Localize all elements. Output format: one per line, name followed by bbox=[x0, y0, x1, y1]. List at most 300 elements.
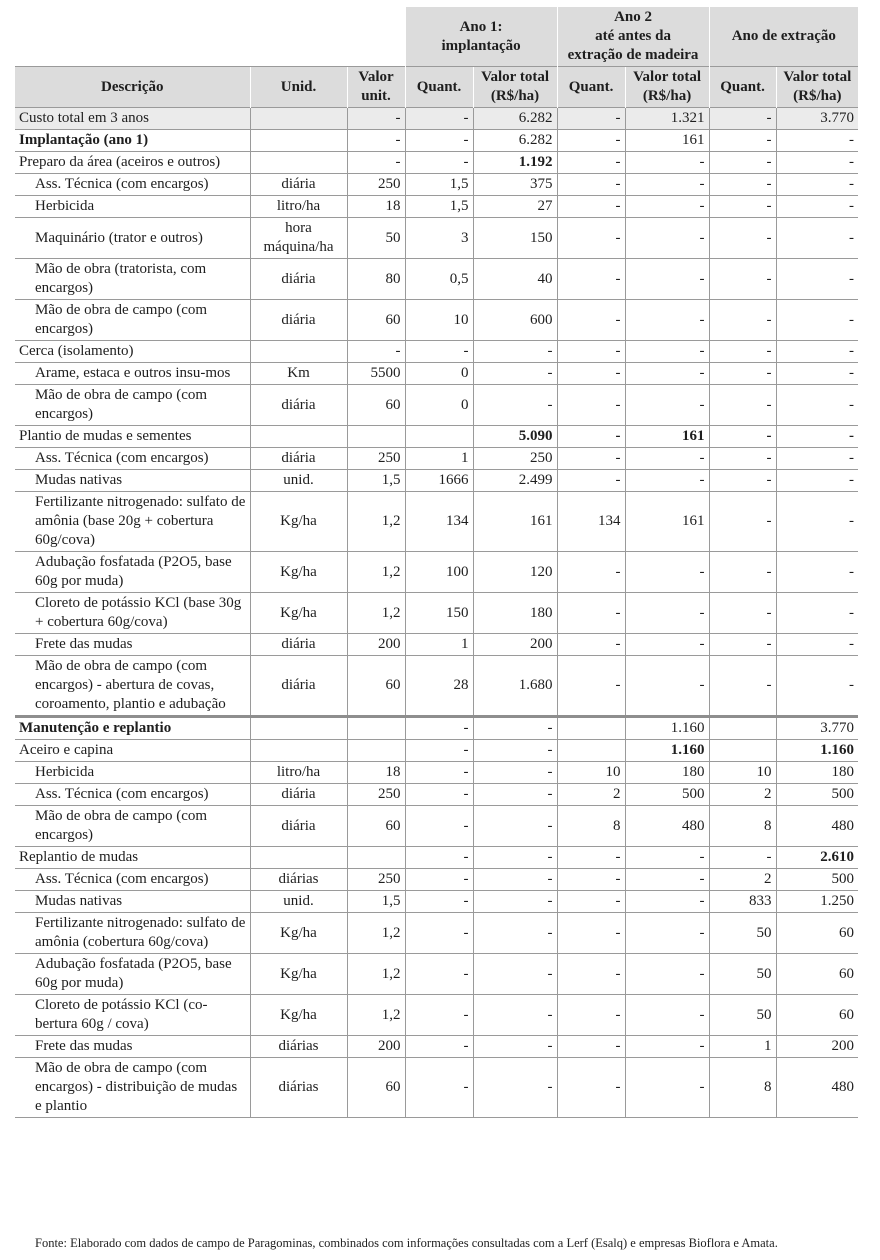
cell-valor-total-extracao: - bbox=[776, 552, 858, 593]
cell-quant-ano1: - bbox=[405, 762, 473, 784]
cell-valor-unit: 250 bbox=[347, 869, 405, 891]
cell-quant-ano1: - bbox=[405, 784, 473, 806]
cell-valor-unit: 18 bbox=[347, 762, 405, 784]
cell-quant-ano2: - bbox=[557, 152, 625, 174]
cell-valor-unit bbox=[347, 847, 405, 869]
cell-quant-ano2: 134 bbox=[557, 492, 625, 552]
cell-valor-total-ano2: 480 bbox=[625, 806, 709, 847]
cell-quant-extracao: - bbox=[709, 259, 776, 300]
cell-descricao: Mudas nativas bbox=[15, 470, 250, 492]
cell-valor-total-extracao: - bbox=[776, 492, 858, 552]
table-row bbox=[15, 492, 858, 552]
table-row bbox=[15, 218, 858, 259]
table-row bbox=[15, 717, 858, 740]
cell-quant-ano1 bbox=[405, 426, 473, 448]
cell-quant-ano2: - bbox=[557, 426, 625, 448]
cell-valor-total-ano1: 600 bbox=[473, 300, 557, 341]
cell-quant-ano2: 8 bbox=[557, 806, 625, 847]
cell-valor-total-extracao: - bbox=[776, 656, 858, 717]
cell-unid: diária bbox=[250, 806, 347, 847]
cell-valor-unit bbox=[347, 426, 405, 448]
cell-quant-extracao: - bbox=[709, 130, 776, 152]
cell-quant-ano1: 100 bbox=[405, 552, 473, 593]
cell-valor-total-extracao: - bbox=[776, 385, 858, 426]
table-row bbox=[15, 1058, 858, 1118]
col-valor-total-ano2-line2: (R$/ha) bbox=[642, 88, 692, 104]
cell-descricao: Mão de obra (tratorista, com encargos) bbox=[15, 259, 250, 300]
cell-valor-unit: - bbox=[347, 341, 405, 363]
table-row bbox=[15, 385, 858, 426]
cell-valor-total-ano1: - bbox=[473, 806, 557, 847]
cell-valor-unit: 50 bbox=[347, 218, 405, 259]
cell-quant-ano2: - bbox=[557, 363, 625, 385]
cell-quant-ano1: - bbox=[405, 806, 473, 847]
header-group-ano2-line3: extração de madeira bbox=[567, 47, 699, 63]
cell-valor-total-ano2: - bbox=[625, 300, 709, 341]
cell-valor-total-ano2: - bbox=[625, 656, 709, 717]
cell-quant-ano1: 28 bbox=[405, 656, 473, 717]
cell-quant-ano2 bbox=[557, 717, 625, 740]
cell-valor-total-ano2: - bbox=[625, 891, 709, 913]
cell-quant-ano2: - bbox=[557, 108, 625, 130]
cell-descricao: Ass. Técnica (com encargos) bbox=[15, 784, 250, 806]
cell-valor-total-extracao: - bbox=[776, 426, 858, 448]
cell-quant-ano1: - bbox=[405, 130, 473, 152]
table-row bbox=[15, 259, 858, 300]
cell-valor-total-ano2: - bbox=[625, 913, 709, 954]
cell-valor-total-extracao: - bbox=[776, 218, 858, 259]
cell-valor-unit: 200 bbox=[347, 634, 405, 656]
cell-valor-total-ano1: - bbox=[473, 1058, 557, 1118]
table-row bbox=[15, 762, 858, 784]
cell-valor-total-extracao: - bbox=[776, 363, 858, 385]
cell-quant-extracao: 50 bbox=[709, 913, 776, 954]
cell-valor-unit: 1,5 bbox=[347, 891, 405, 913]
col-quant-ano1: Quant. bbox=[405, 67, 473, 108]
col-valor-total-extracao-line2: (R$/ha) bbox=[793, 88, 842, 104]
cell-descricao: Fertilizante nitrogenado: sulfato de amônia (base 20g + cobertura 60g/cova) bbox=[15, 492, 250, 552]
cell-valor-unit: 60 bbox=[347, 300, 405, 341]
cell-quant-ano1: 1,5 bbox=[405, 174, 473, 196]
cell-valor-total-ano2: - bbox=[625, 385, 709, 426]
cell-valor-total-ano1: 5.090 bbox=[473, 426, 557, 448]
cell-quant-extracao: 1 bbox=[709, 1036, 776, 1058]
cell-valor-total-extracao: 1.250 bbox=[776, 891, 858, 913]
cell-quant-ano1: 0,5 bbox=[405, 259, 473, 300]
cell-valor-total-extracao: - bbox=[776, 300, 858, 341]
header-group-ano1-line2: implantação bbox=[441, 37, 521, 54]
cell-valor-unit: 250 bbox=[347, 448, 405, 470]
cell-valor-total-ano2: - bbox=[625, 470, 709, 492]
cell-quant-ano2: - bbox=[557, 196, 625, 218]
cell-valor-total-ano1: - bbox=[473, 740, 557, 762]
cell-valor-total-ano2: 500 bbox=[625, 784, 709, 806]
cell-valor-total-ano1: - bbox=[473, 869, 557, 891]
cell-valor-total-ano2: - bbox=[625, 954, 709, 995]
cell-quant-ano1: - bbox=[405, 891, 473, 913]
table-row bbox=[15, 196, 858, 218]
col-unid: Unid. bbox=[250, 67, 347, 108]
cell-valor-total-ano2: 1.160 bbox=[625, 717, 709, 740]
cell-quant-ano1: 0 bbox=[405, 385, 473, 426]
cell-valor-total-ano1: - bbox=[473, 1036, 557, 1058]
cell-valor-unit: 60 bbox=[347, 806, 405, 847]
table-row bbox=[15, 593, 858, 634]
cell-quant-extracao: 2 bbox=[709, 869, 776, 891]
table-row bbox=[15, 869, 858, 891]
cell-quant-ano1: - bbox=[405, 341, 473, 363]
cell-quant-ano2: - bbox=[557, 552, 625, 593]
header-group-row bbox=[15, 7, 858, 67]
cell-quant-extracao: - bbox=[709, 152, 776, 174]
cell-quant-ano1: - bbox=[405, 152, 473, 174]
cell-unid: diária bbox=[250, 385, 347, 426]
cell-quant-ano2: - bbox=[557, 1058, 625, 1118]
cell-valor-total-extracao: 500 bbox=[776, 869, 858, 891]
cell-valor-total-extracao: - bbox=[776, 341, 858, 363]
cell-valor-total-ano2: - bbox=[625, 995, 709, 1036]
cell-valor-total-ano1: - bbox=[473, 717, 557, 740]
cell-quant-ano2: - bbox=[557, 593, 625, 634]
cell-valor-total-ano1: 1.192 bbox=[473, 152, 557, 174]
cell-quant-ano1: - bbox=[405, 1036, 473, 1058]
cell-valor-total-extracao: 60 bbox=[776, 913, 858, 954]
cell-quant-ano1: 134 bbox=[405, 492, 473, 552]
cell-valor-unit: 1,2 bbox=[347, 552, 405, 593]
table-row bbox=[15, 108, 858, 130]
cell-quant-extracao: - bbox=[709, 552, 776, 593]
table-row bbox=[15, 740, 858, 762]
cell-descricao: Aceiro e capina bbox=[15, 740, 250, 762]
cell-valor-total-extracao: 180 bbox=[776, 762, 858, 784]
cell-quant-ano2: - bbox=[557, 995, 625, 1036]
cell-valor-unit: 60 bbox=[347, 1058, 405, 1118]
cell-quant-ano2: - bbox=[557, 656, 625, 717]
table-row bbox=[15, 552, 858, 593]
cell-unid: litro/ha bbox=[250, 762, 347, 784]
cell-valor-total-ano1: 2.499 bbox=[473, 470, 557, 492]
cell-valor-unit bbox=[347, 740, 405, 762]
cell-quant-extracao: 50 bbox=[709, 954, 776, 995]
header-column-row bbox=[15, 67, 858, 108]
col-valor-total-ano1-line1: Valor total bbox=[481, 69, 549, 85]
cell-quant-extracao: - bbox=[709, 847, 776, 869]
cell-descricao: Cloreto de potássio KCl (co-bertura 60g / cova) bbox=[15, 995, 250, 1036]
cell-quant-extracao: 2 bbox=[709, 784, 776, 806]
cell-quant-ano2: - bbox=[557, 218, 625, 259]
cell-quant-extracao: 10 bbox=[709, 762, 776, 784]
cell-quant-ano2: - bbox=[557, 341, 625, 363]
cell-valor-total-ano1: 40 bbox=[473, 259, 557, 300]
cell-valor-total-ano1: - bbox=[473, 913, 557, 954]
cell-quant-ano1: - bbox=[405, 108, 473, 130]
cell-quant-extracao: - bbox=[709, 300, 776, 341]
cell-quant-extracao: - bbox=[709, 656, 776, 717]
cell-descricao: Adubação fosfatada (P2O5, base 60g por muda) bbox=[15, 552, 250, 593]
cell-valor-unit: 5500 bbox=[347, 363, 405, 385]
cell-unid: unid. bbox=[250, 470, 347, 492]
cell-valor-total-ano2: - bbox=[625, 847, 709, 869]
cell-valor-total-extracao: - bbox=[776, 470, 858, 492]
table-body bbox=[15, 108, 858, 1118]
cell-descricao: Mão de obra de campo (com encargos) bbox=[15, 385, 250, 426]
cell-quant-extracao: - bbox=[709, 634, 776, 656]
cell-valor-unit bbox=[347, 717, 405, 740]
table-row bbox=[15, 847, 858, 869]
table-row bbox=[15, 363, 858, 385]
col-valor-total-extracao bbox=[776, 67, 858, 108]
cell-unid: Kg/ha bbox=[250, 593, 347, 634]
cell-unid: diária bbox=[250, 259, 347, 300]
cell-unid: unid. bbox=[250, 891, 347, 913]
cell-quant-ano1: - bbox=[405, 1058, 473, 1118]
cell-valor-total-extracao: 3.770 bbox=[776, 717, 858, 740]
col-valor-unit-line1: Valor bbox=[358, 69, 394, 85]
cell-valor-total-ano1: 200 bbox=[473, 634, 557, 656]
source-note: Fonte: Elaborado com dados de campo de Paragominas, combinados com informações consultadas com a Lerf (Esalq) e empresas Bioflora e Amata. bbox=[35, 1236, 778, 1250]
cell-quant-extracao: 8 bbox=[709, 1058, 776, 1118]
cell-valor-unit: 80 bbox=[347, 259, 405, 300]
cell-valor-unit: 60 bbox=[347, 385, 405, 426]
cell-valor-total-ano1: 375 bbox=[473, 174, 557, 196]
cell-valor-total-extracao: - bbox=[776, 448, 858, 470]
cell-quant-extracao bbox=[709, 717, 776, 740]
cell-valor-unit: 250 bbox=[347, 784, 405, 806]
cell-valor-total-extracao: - bbox=[776, 152, 858, 174]
cell-descricao: Implantação (ano 1) bbox=[15, 130, 250, 152]
cell-valor-unit: - bbox=[347, 152, 405, 174]
cell-valor-total-extracao: - bbox=[776, 174, 858, 196]
table-row bbox=[15, 954, 858, 995]
cell-descricao: Cloreto de potássio KCl (base 30g + cobertura 60g/cova) bbox=[15, 593, 250, 634]
cell-quant-extracao: - bbox=[709, 174, 776, 196]
col-valor-unit bbox=[347, 67, 405, 108]
table-row bbox=[15, 341, 858, 363]
cell-valor-total-extracao: 3.770 bbox=[776, 108, 858, 130]
cell-quant-extracao: - bbox=[709, 448, 776, 470]
cell-valor-total-ano1: - bbox=[473, 385, 557, 426]
cell-descricao: Herbicida bbox=[15, 762, 250, 784]
cell-valor-total-ano1: - bbox=[473, 341, 557, 363]
header-group-ano2-line2: até antes da bbox=[595, 28, 671, 44]
cell-valor-total-extracao: 1.160 bbox=[776, 740, 858, 762]
cost-table bbox=[15, 7, 858, 1118]
cell-descricao: Mudas nativas bbox=[15, 891, 250, 913]
cell-unid bbox=[250, 152, 347, 174]
cell-valor-total-extracao: 60 bbox=[776, 954, 858, 995]
cell-quant-ano2: - bbox=[557, 1036, 625, 1058]
cell-valor-total-ano1: 120 bbox=[473, 552, 557, 593]
col-valor-total-ano2 bbox=[625, 67, 709, 108]
cell-quant-ano2: - bbox=[557, 869, 625, 891]
cell-unid: diária bbox=[250, 656, 347, 717]
col-quant-ano2: Quant. bbox=[557, 67, 625, 108]
cell-valor-total-ano1: 250 bbox=[473, 448, 557, 470]
cell-quant-ano1: - bbox=[405, 995, 473, 1036]
cell-descricao: Maquinário (trator e outros) bbox=[15, 218, 250, 259]
cell-quant-extracao: - bbox=[709, 341, 776, 363]
cell-quant-ano2: 10 bbox=[557, 762, 625, 784]
cell-quant-extracao: 833 bbox=[709, 891, 776, 913]
cell-quant-ano2: - bbox=[557, 470, 625, 492]
cell-unid: diária bbox=[250, 634, 347, 656]
cell-quant-ano2: - bbox=[557, 448, 625, 470]
cell-valor-total-extracao: 60 bbox=[776, 995, 858, 1036]
cell-valor-total-ano2: - bbox=[625, 593, 709, 634]
cell-valor-unit: 1,2 bbox=[347, 492, 405, 552]
cell-unid: diárias bbox=[250, 869, 347, 891]
cell-valor-total-ano2: - bbox=[625, 1058, 709, 1118]
cell-valor-total-ano2: - bbox=[625, 341, 709, 363]
cell-valor-total-ano1: 27 bbox=[473, 196, 557, 218]
table-row bbox=[15, 784, 858, 806]
cell-valor-total-ano2: - bbox=[625, 196, 709, 218]
cell-descricao: Manutenção e replantio bbox=[15, 717, 250, 740]
cell-quant-ano1: - bbox=[405, 740, 473, 762]
cell-quant-ano2: - bbox=[557, 891, 625, 913]
cell-quant-extracao bbox=[709, 740, 776, 762]
cell-descricao: Plantio de mudas e sementes bbox=[15, 426, 250, 448]
table-row bbox=[15, 656, 858, 717]
cell-quant-ano1: 150 bbox=[405, 593, 473, 634]
cell-quant-ano2: - bbox=[557, 300, 625, 341]
cell-valor-total-extracao: 480 bbox=[776, 1058, 858, 1118]
cell-quant-ano1: 1666 bbox=[405, 470, 473, 492]
cell-quant-ano2: - bbox=[557, 634, 625, 656]
table-row bbox=[15, 806, 858, 847]
cell-quant-ano1: 1,5 bbox=[405, 196, 473, 218]
table-row bbox=[15, 426, 858, 448]
cell-quant-ano2: - bbox=[557, 259, 625, 300]
cell-descricao: Cerca (isolamento) bbox=[15, 341, 250, 363]
cell-valor-unit: 1,5 bbox=[347, 470, 405, 492]
table-row bbox=[15, 448, 858, 470]
col-valor-total-ano1-line2: (R$/ha) bbox=[490, 88, 540, 104]
col-quant-extracao: Quant. bbox=[709, 67, 776, 108]
col-valor-total-extracao-line1: Valor total bbox=[783, 69, 852, 85]
table-row bbox=[15, 470, 858, 492]
cell-valor-total-extracao: - bbox=[776, 593, 858, 634]
cell-valor-total-ano2: - bbox=[625, 1036, 709, 1058]
cell-valor-total-extracao: - bbox=[776, 259, 858, 300]
table-header bbox=[15, 7, 858, 108]
cell-valor-total-ano1: - bbox=[473, 995, 557, 1036]
table-row bbox=[15, 174, 858, 196]
cell-valor-total-ano2: - bbox=[625, 174, 709, 196]
cell-valor-total-ano1: - bbox=[473, 891, 557, 913]
cell-quant-ano2 bbox=[557, 740, 625, 762]
cell-quant-ano2: - bbox=[557, 954, 625, 995]
cell-descricao: Mão de obra de campo (com encargos) bbox=[15, 300, 250, 341]
cell-quant-ano1: 0 bbox=[405, 363, 473, 385]
table-row bbox=[15, 995, 858, 1036]
col-descricao: Descrição bbox=[15, 67, 250, 108]
cell-quant-ano1: 10 bbox=[405, 300, 473, 341]
cell-valor-total-ano2: 1.321 bbox=[625, 108, 709, 130]
cell-valor-total-extracao: - bbox=[776, 634, 858, 656]
cell-descricao: Adubação fosfatada (P2O5, base 60g por muda) bbox=[15, 954, 250, 995]
cell-valor-total-ano2: - bbox=[625, 552, 709, 593]
cell-unid: diárias bbox=[250, 1058, 347, 1118]
header-group-ano2-line1: Ano 2 bbox=[614, 9, 652, 25]
cell-quant-ano2: 2 bbox=[557, 784, 625, 806]
cell-quant-ano1: 3 bbox=[405, 218, 473, 259]
header-group-ano1-line1: Ano 1: bbox=[459, 18, 503, 35]
cell-quant-ano2: - bbox=[557, 847, 625, 869]
cell-quant-ano1: 1 bbox=[405, 634, 473, 656]
cell-valor-unit: 200 bbox=[347, 1036, 405, 1058]
cell-unid: diária bbox=[250, 448, 347, 470]
cell-valor-total-ano2: - bbox=[625, 634, 709, 656]
cell-unid: Kg/ha bbox=[250, 552, 347, 593]
cell-descricao: Custo total em 3 anos bbox=[15, 108, 250, 130]
cell-unid: litro/ha bbox=[250, 196, 347, 218]
cell-quant-extracao: 8 bbox=[709, 806, 776, 847]
cell-quant-ano1: - bbox=[405, 717, 473, 740]
header-group-ano2 bbox=[557, 7, 709, 67]
cell-valor-total-ano2: 161 bbox=[625, 426, 709, 448]
header-group-ano1 bbox=[405, 7, 557, 67]
table-row bbox=[15, 130, 858, 152]
cell-quant-ano1: - bbox=[405, 869, 473, 891]
cell-quant-ano1: - bbox=[405, 954, 473, 995]
cell-unid bbox=[250, 108, 347, 130]
cell-quant-extracao: - bbox=[709, 196, 776, 218]
cell-valor-unit: 250 bbox=[347, 174, 405, 196]
header-group-extracao-line1: Ano de extração bbox=[731, 28, 836, 44]
cell-valor-total-ano2: - bbox=[625, 363, 709, 385]
cell-valor-total-ano1: - bbox=[473, 784, 557, 806]
table-row bbox=[15, 634, 858, 656]
cell-valor-total-extracao: - bbox=[776, 130, 858, 152]
cell-valor-total-ano2: 1.160 bbox=[625, 740, 709, 762]
cell-valor-total-ano2: - bbox=[625, 869, 709, 891]
cell-unid: Km bbox=[250, 363, 347, 385]
table-row bbox=[15, 1036, 858, 1058]
table-row bbox=[15, 891, 858, 913]
cell-unid: diárias bbox=[250, 1036, 347, 1058]
cell-quant-extracao: - bbox=[709, 492, 776, 552]
cell-descricao: Mão de obra de campo (com encargos) - abertura de covas, coroamento, plantio e adubação bbox=[15, 656, 250, 717]
cell-valor-unit: 1,2 bbox=[347, 913, 405, 954]
cell-quant-ano2: - bbox=[557, 174, 625, 196]
cell-descricao: Ass. Técnica (com encargos) bbox=[15, 448, 250, 470]
cell-valor-total-ano2: 161 bbox=[625, 130, 709, 152]
cell-quant-extracao: 50 bbox=[709, 995, 776, 1036]
col-valor-unit-line2: unit. bbox=[361, 88, 391, 104]
cell-quant-extracao: - bbox=[709, 470, 776, 492]
cell-unid bbox=[250, 426, 347, 448]
cell-valor-total-ano2: - bbox=[625, 448, 709, 470]
cell-unid: Kg/ha bbox=[250, 492, 347, 552]
cell-valor-total-ano1: - bbox=[473, 363, 557, 385]
cell-valor-unit: - bbox=[347, 108, 405, 130]
cell-unid bbox=[250, 341, 347, 363]
header-blank bbox=[15, 7, 405, 67]
cell-quant-extracao: - bbox=[709, 363, 776, 385]
cell-descricao: Preparo da área (aceiros e outros) bbox=[15, 152, 250, 174]
cell-valor-total-ano1: - bbox=[473, 762, 557, 784]
cell-unid bbox=[250, 130, 347, 152]
table-row bbox=[15, 913, 858, 954]
cell-valor-total-extracao: 200 bbox=[776, 1036, 858, 1058]
cell-descricao: Ass. Técnica (com encargos) bbox=[15, 174, 250, 196]
cell-valor-unit: 1,2 bbox=[347, 995, 405, 1036]
cell-valor-total-extracao: - bbox=[776, 196, 858, 218]
header-group-extracao bbox=[709, 7, 858, 67]
cell-quant-extracao: - bbox=[709, 218, 776, 259]
cell-unid bbox=[250, 740, 347, 762]
